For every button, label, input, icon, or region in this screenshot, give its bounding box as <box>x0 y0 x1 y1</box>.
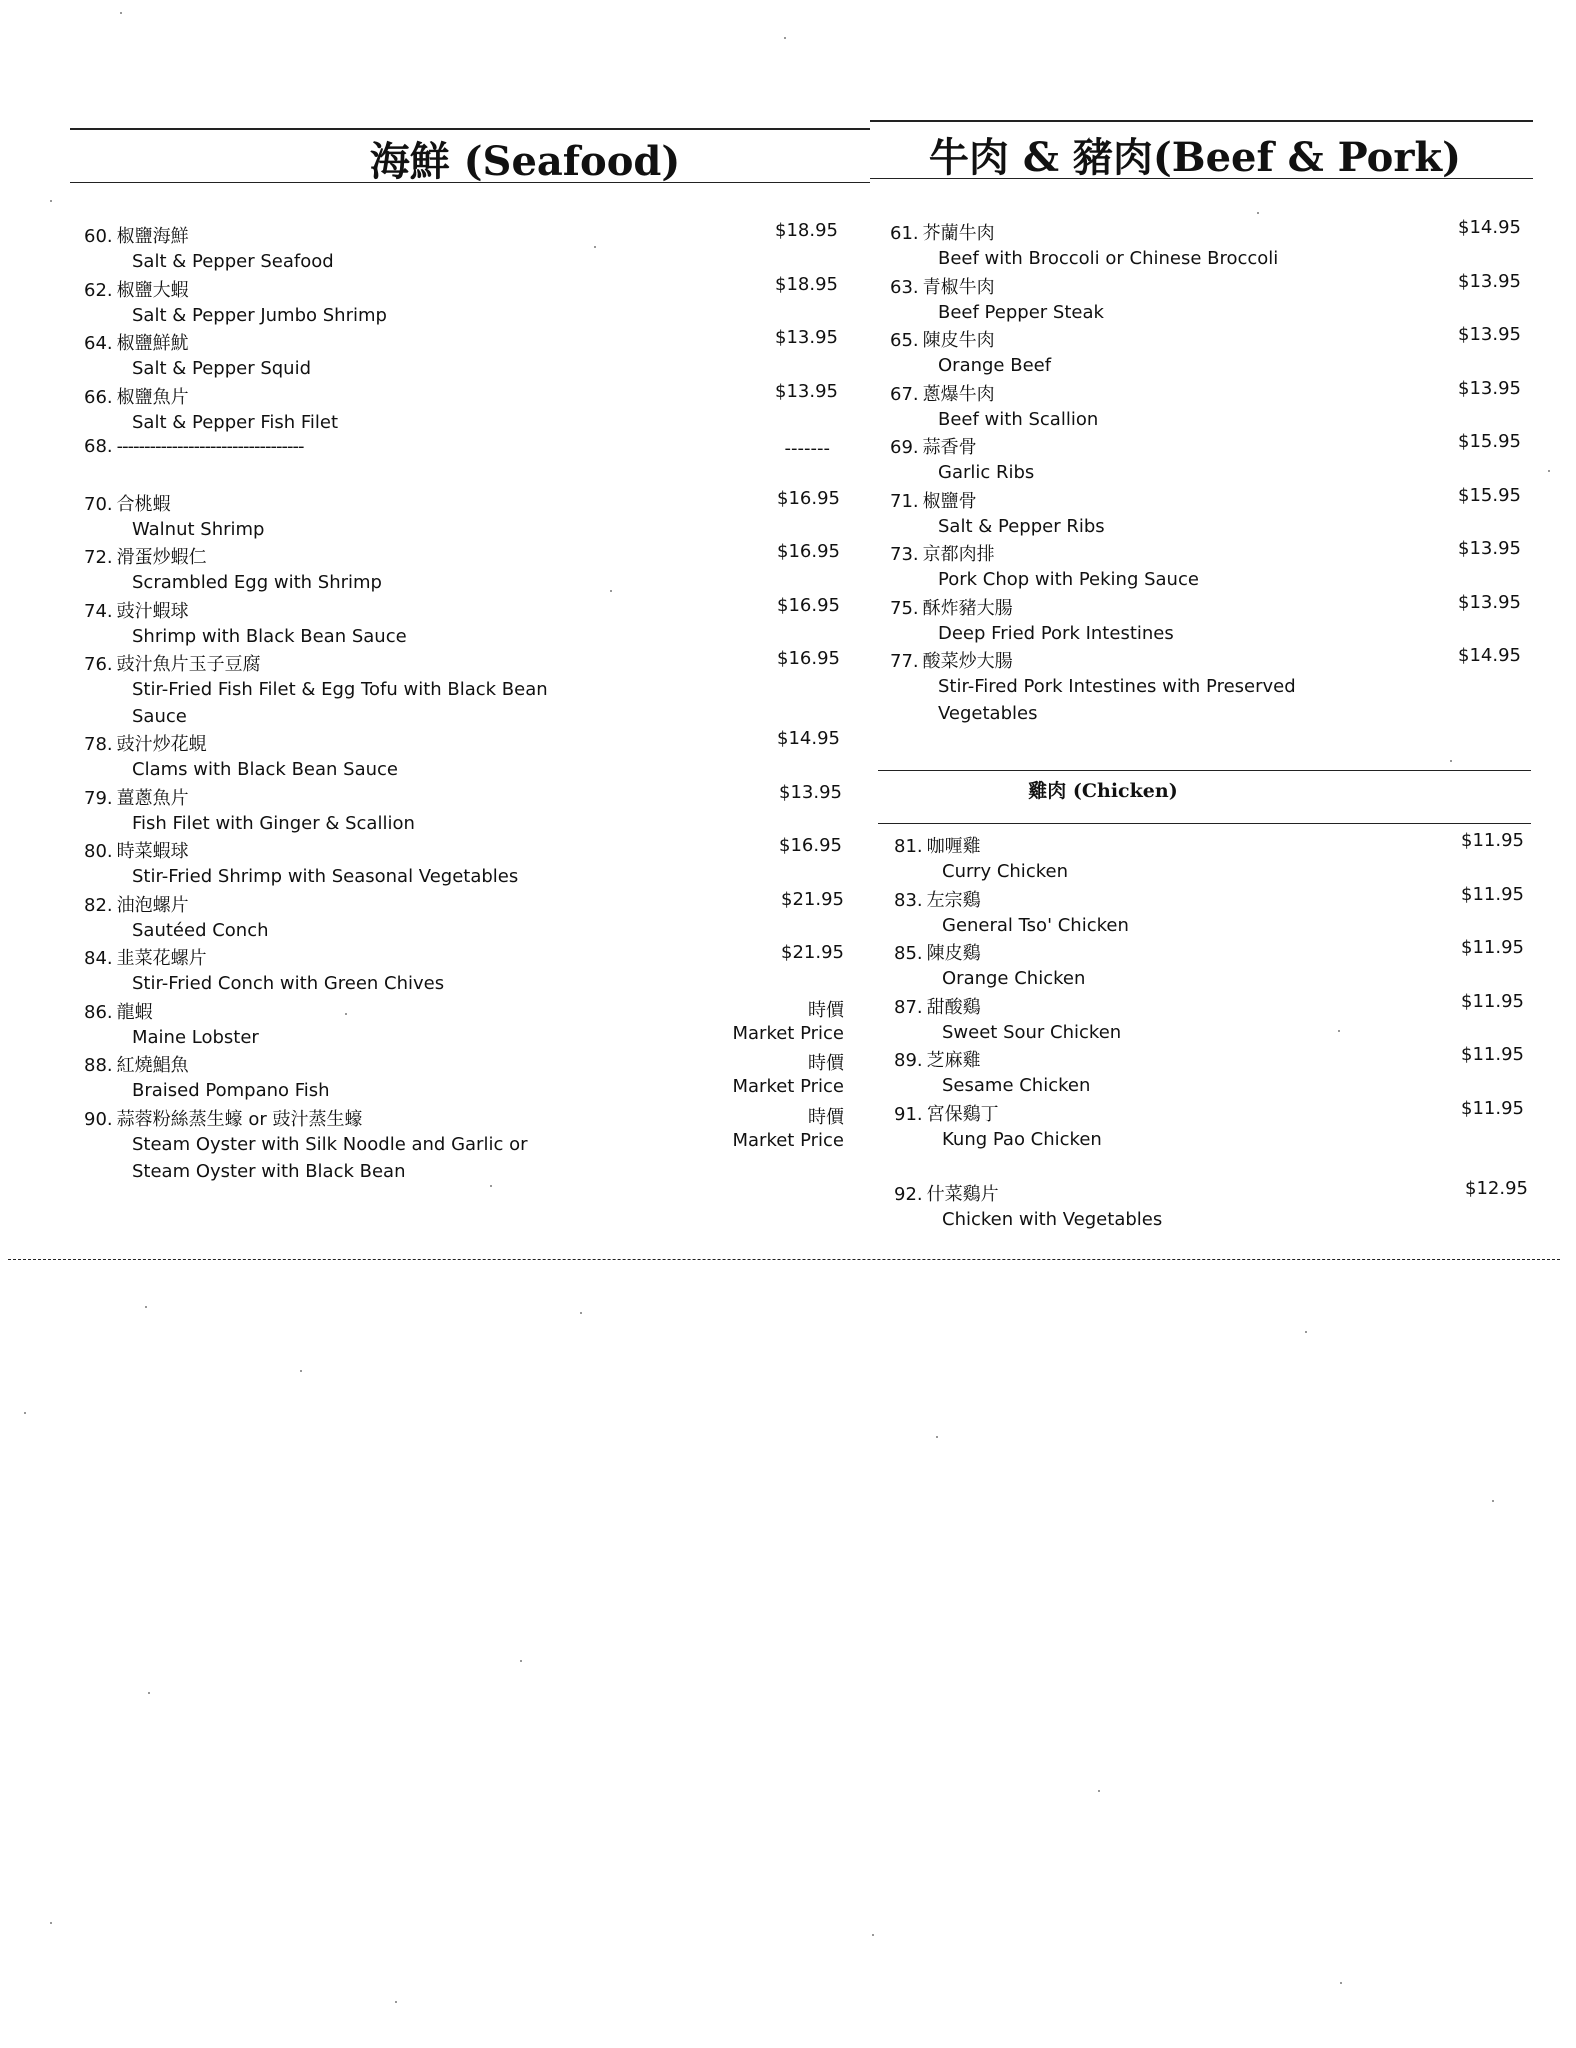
menu-item <box>84 944 844 998</box>
item-price: $11.95 <box>1461 1044 1524 1065</box>
top-rule-beef <box>870 120 1533 122</box>
seafood-list <box>84 222 844 1185</box>
item-number: 91. <box>894 1103 923 1125</box>
item-english-name: Sweet Sour Chicken <box>942 1021 1122 1043</box>
item-english-name: Sautéed Conch <box>132 919 269 941</box>
item-placeholder-dashes: ---------------------------------- <box>116 436 304 457</box>
menu-item <box>894 832 1528 886</box>
item-english-name: Scrambled Egg with Shrimp <box>132 572 382 593</box>
menu-item <box>84 781 844 838</box>
item-english-name: Salt & Pepper Seafood <box>132 251 334 272</box>
item-price: $13.95 <box>1458 324 1521 345</box>
item-chinese-name: 薑蔥魚片 <box>116 787 189 809</box>
item-chinese-name: 豉汁蝦球 <box>116 600 189 622</box>
item-number: 71. <box>890 490 919 512</box>
scan-speck <box>148 1692 150 1694</box>
item-number: 63. <box>890 276 919 298</box>
menu-item <box>894 1046 1528 1100</box>
item-chinese-name: 酥炸豬大腸 <box>922 597 1013 619</box>
item-english-name: Pork Chop with Peking Sauce <box>938 569 1199 590</box>
menu-item <box>84 730 844 784</box>
item-english-name: Deep Fried Pork Intestines <box>938 622 1174 644</box>
menu-item <box>890 219 1525 273</box>
item-chinese-name: 龍蝦 <box>116 1001 153 1023</box>
item-price: $14.95 <box>1458 217 1521 238</box>
item-price: ------- <box>784 438 830 459</box>
item-english-name: Beef with Broccoli or Chinese Broccoli <box>938 248 1279 269</box>
item-english-name: Beef Pepper Steak <box>938 301 1104 323</box>
item-price: $13.95 <box>1458 270 1521 292</box>
item-price: $14.95 <box>1458 645 1521 666</box>
item-price: $21.95 <box>781 942 844 963</box>
item-chinese-name: 酸菜炒大腸 <box>922 651 1013 672</box>
beef-pork-title: 牛肉 & 豬肉(Beef & Pork) <box>928 134 1462 181</box>
menu-item <box>84 888 844 945</box>
menu-item <box>84 837 844 891</box>
item-number: 92. <box>894 1183 923 1205</box>
scan-speck <box>580 1312 582 1314</box>
item-chinese-name: 合桃蝦 <box>116 493 171 515</box>
item-price: $14.95 <box>777 728 840 749</box>
menu-item <box>84 543 844 597</box>
item-price: $13.95 <box>779 781 842 803</box>
chicken-list <box>894 832 1528 1233</box>
item-english-name: Stir-Fried Shrimp with Seasonal Vegetables <box>132 866 519 887</box>
menu-item <box>84 594 844 651</box>
scan-speck <box>520 1660 522 1662</box>
item-market-price: Market Price <box>732 1129 844 1151</box>
item-price: $13.95 <box>775 380 838 402</box>
item-price: 時價 <box>808 1106 844 1128</box>
scan-speck <box>872 1934 874 1936</box>
scan-speck <box>1492 1500 1494 1502</box>
item-chinese-name: 芥蘭牛肉 <box>922 223 995 244</box>
item-english-name: Stir-Fried Conch with Green Chives <box>132 973 445 994</box>
menu-item <box>84 650 844 730</box>
item-number: 83. <box>894 889 923 911</box>
scan-speck <box>50 200 52 202</box>
menu-item <box>894 990 1528 1047</box>
item-english-name: Salt & Pepper Squid <box>132 358 312 379</box>
item-chinese-name: 滑蛋炒蝦仁 <box>116 547 207 568</box>
item-price: $16.95 <box>777 541 840 562</box>
item-number: 84. <box>84 948 113 969</box>
item-market-price: Market Price <box>732 1076 844 1097</box>
beef-pork-list <box>890 219 1525 727</box>
item-price: $11.95 <box>1461 1097 1524 1119</box>
item-number: 74. <box>84 600 113 622</box>
item-english-name: Steam Oyster with Silk Noodle and Garlic or Steam Oyster with Black Bean <box>132 1133 528 1182</box>
menu-item <box>84 436 844 490</box>
scan-speck <box>1257 212 1259 214</box>
item-price: $13.95 <box>1458 377 1521 399</box>
item-english-name: Clams with Black Bean Sauce <box>132 759 398 780</box>
item-price: $16.95 <box>777 648 840 669</box>
item-number: 81. <box>894 836 923 857</box>
item-chinese-name: 蔥爆牛肉 <box>922 383 995 405</box>
menu-item <box>890 484 1525 541</box>
item-number: 75. <box>890 597 919 619</box>
item-price: $16.95 <box>779 835 842 856</box>
menu-item <box>894 939 1528 993</box>
item-english-name: Beef with Scallion <box>938 408 1099 430</box>
item-price: $16.95 <box>777 594 840 616</box>
item-english-name: Salt & Pepper Fish Filet <box>132 411 339 433</box>
scan-speck <box>936 1436 938 1438</box>
item-number: 69. <box>890 437 919 458</box>
item-number: 70. <box>84 493 113 515</box>
item-number: 72. <box>84 547 113 568</box>
scan-speck <box>784 37 786 39</box>
item-english-name: Curry Chicken <box>942 861 1068 882</box>
menu-item <box>84 329 844 383</box>
item-chinese-name: 什菜鷄片 <box>926 1183 999 1205</box>
item-price: $13.95 <box>775 327 838 348</box>
item-chinese-name: 青椒牛肉 <box>922 276 995 298</box>
menu-item <box>894 883 1528 940</box>
scan-speck <box>120 12 122 14</box>
item-number: 60. <box>84 226 113 247</box>
item-english-name: General Tso' Chicken <box>942 914 1129 936</box>
item-number: 82. <box>84 894 113 916</box>
menu-item <box>890 647 1525 727</box>
item-english-name: Stir-Fried Fish Filet & Egg Tofu with Black Bean Sauce <box>132 679 548 727</box>
item-price: $15.95 <box>1458 484 1521 506</box>
item-chinese-name: 紅燒鯧魚 <box>116 1055 189 1076</box>
menu-item <box>890 326 1525 380</box>
item-english-name: Orange Chicken <box>942 968 1086 989</box>
scan-speck <box>24 1412 26 1414</box>
scan-speck <box>610 590 612 592</box>
menu-item <box>84 273 844 330</box>
chicken-title: 雞肉 (Chicken) <box>1028 780 1178 802</box>
seafood-title: 海鮮 (Seafood) <box>369 138 681 185</box>
item-price: $11.95 <box>1461 830 1524 851</box>
scan-speck <box>345 1013 347 1015</box>
menu-item <box>84 1105 844 1185</box>
item-price: $16.95 <box>777 487 840 509</box>
menu-item <box>894 1097 1528 1180</box>
scan-speck <box>1098 1790 1100 1792</box>
item-price: $18.95 <box>775 220 838 241</box>
item-number: 61. <box>890 223 919 244</box>
item-chinese-name: 蒜蓉粉絲蒸生蠔 or 豉汁蒸生蠔 <box>116 1108 363 1130</box>
item-price: $11.95 <box>1461 937 1524 958</box>
item-english-name: Orange Beef <box>938 355 1052 376</box>
item-number: 89. <box>894 1050 923 1071</box>
item-number: 62. <box>84 279 113 301</box>
scan-speck <box>145 1306 147 1308</box>
menu-item <box>84 380 844 437</box>
scan-speck <box>1340 1982 1342 1984</box>
item-english-name: Maine Lobster <box>132 1026 259 1048</box>
item-english-name: Fish Filet with Ginger & Scallion <box>132 812 415 834</box>
item-price: $13.95 <box>1458 591 1521 613</box>
menu-item <box>890 591 1525 648</box>
item-chinese-name: 陳皮鷄 <box>926 943 981 964</box>
item-number: 87. <box>894 996 923 1018</box>
item-chinese-name: 椒鹽大蝦 <box>116 279 189 301</box>
menu-item <box>890 377 1525 434</box>
item-number: 86. <box>84 1001 113 1023</box>
item-number: 64. <box>84 333 113 354</box>
item-english-name: Garlic Ribs <box>938 462 1035 483</box>
menu-item <box>894 1177 1528 1234</box>
item-english-name: Kung Pao Chicken <box>942 1128 1102 1150</box>
item-chinese-name: 咖喱雞 <box>926 836 981 857</box>
menu-item <box>890 270 1525 327</box>
scan-speck <box>1450 760 1452 762</box>
item-chinese-name: 韭菜花螺片 <box>116 948 207 969</box>
item-english-name: Sesame Chicken <box>942 1075 1091 1096</box>
item-number: 73. <box>890 544 919 565</box>
menu-item <box>84 1051 844 1105</box>
item-price: $11.95 <box>1461 990 1524 1012</box>
item-number: 77. <box>890 651 919 672</box>
menu-item <box>890 540 1525 594</box>
item-number: 85. <box>894 943 923 964</box>
item-price: 時價 <box>808 1053 844 1074</box>
item-english-name: Walnut Shrimp <box>132 518 265 540</box>
item-number: 68. <box>84 436 113 457</box>
menu-item <box>890 433 1525 487</box>
item-price: $11.95 <box>1461 883 1524 905</box>
chicken-top-rule <box>878 770 1531 771</box>
item-chinese-name: 甜酸鷄 <box>926 996 981 1018</box>
scan-speck <box>1338 1030 1340 1032</box>
item-english-name: Stir-Fired Pork Intestines with Preserved Vegetables <box>938 676 1296 724</box>
item-number: 67. <box>890 383 919 405</box>
item-english-name: Salt & Pepper Jumbo Shrimp <box>132 304 387 326</box>
item-price: 時價 <box>808 999 844 1021</box>
item-chinese-name: 椒鹽骨 <box>922 490 977 512</box>
item-number: 76. <box>84 654 113 675</box>
scan-speck <box>395 2001 397 2003</box>
scan-speck <box>594 246 596 248</box>
menu-item <box>84 998 844 1052</box>
item-number: 66. <box>84 386 113 408</box>
item-chinese-name: 油泡螺片 <box>116 894 189 916</box>
item-english-name: Chicken with Vegetables <box>942 1208 1163 1230</box>
item-number: 88. <box>84 1055 113 1076</box>
bottom-rule <box>8 1259 1560 1260</box>
item-chinese-name: 蒜香骨 <box>922 437 977 458</box>
item-chinese-name: 京都肉排 <box>922 544 995 565</box>
item-chinese-name: 椒鹽海鮮 <box>116 226 189 247</box>
item-price: $12.95 <box>1465 1177 1528 1199</box>
scan-speck <box>1548 470 1550 472</box>
chicken-bottom-rule <box>878 823 1531 824</box>
item-chinese-name: 芝麻雞 <box>926 1050 981 1071</box>
item-chinese-name: 椒鹽鮮魷 <box>116 333 189 354</box>
menu-item <box>84 222 844 276</box>
item-number: 65. <box>890 330 919 351</box>
item-price: $13.95 <box>1458 538 1521 559</box>
item-number: 80. <box>84 841 113 862</box>
item-chinese-name: 時菜蝦球 <box>116 841 189 862</box>
item-chinese-name: 豉汁炒花蜆 <box>116 734 207 755</box>
scan-speck <box>300 1370 302 1372</box>
item-market-price: Market Price <box>732 1022 844 1044</box>
menu-item <box>84 487 844 544</box>
item-chinese-name: 陳皮牛肉 <box>922 330 995 351</box>
item-chinese-name: 豉汁魚片玉子豆腐 <box>116 654 261 675</box>
item-english-name: Salt & Pepper Ribs <box>938 515 1105 537</box>
item-chinese-name: 左宗鷄 <box>926 889 981 911</box>
item-price: $15.95 <box>1458 431 1521 452</box>
item-chinese-name: 宮保鷄丁 <box>926 1103 999 1125</box>
scan-speck <box>50 1922 52 1924</box>
item-price: $21.95 <box>781 888 844 910</box>
scan-speck <box>1305 1331 1307 1333</box>
scan-speck <box>490 1185 492 1187</box>
item-price: $18.95 <box>775 273 838 295</box>
item-chinese-name: 椒鹽魚片 <box>116 386 189 408</box>
item-number: 90. <box>84 1108 113 1130</box>
item-number: 79. <box>84 787 113 809</box>
item-english-name: Braised Pompano Fish <box>132 1080 330 1101</box>
item-number: 78. <box>84 734 113 755</box>
item-english-name: Shrimp with Black Bean Sauce <box>132 625 407 647</box>
